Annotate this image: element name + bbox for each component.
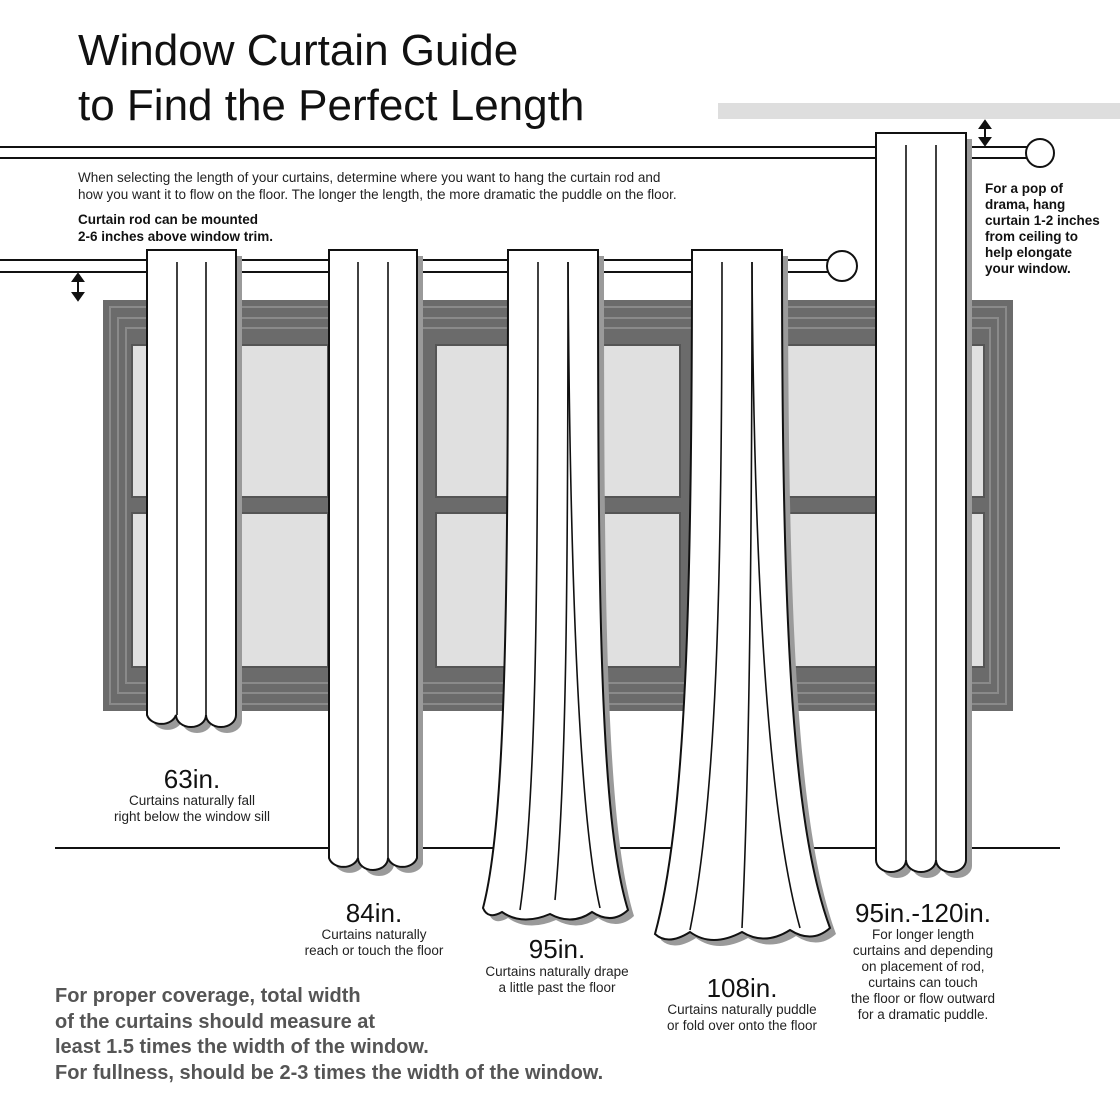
label-63in <box>114 764 270 824</box>
svg-text:for a dramatic puddle.: for a dramatic puddle. <box>857 1007 989 1022</box>
rod-note-line-2: 2-6 inches above window trim. <box>78 229 274 244</box>
svg-text:Curtains naturally: Curtains naturally <box>321 927 427 942</box>
svg-text:curtain 1-2 inches: curtain 1-2 inches <box>985 213 1100 228</box>
label-84in <box>305 898 444 958</box>
svg-text:right below the window sill: right below the window sill <box>113 809 271 824</box>
svg-text:108in.: 108in. <box>706 973 778 1003</box>
ceiling-note <box>985 181 1100 276</box>
accent-bar <box>718 103 1120 119</box>
svg-text:84in.: 84in. <box>345 898 403 928</box>
intro-line-1: When selecting the length of your curtains, determine where you want to hang the curtain rod and <box>78 170 661 185</box>
rod-note-line-1: Curtain rod can be mounted <box>78 212 259 227</box>
curtain-95-120in <box>876 133 972 878</box>
svg-text:For longer length: For longer length <box>871 927 975 942</box>
svg-text:of the curtains should measure: of the curtains should measure at <box>55 1011 376 1033</box>
svg-text:reach or touch the floor: reach or touch the floor <box>304 943 444 958</box>
svg-text:For a pop of: For a pop of <box>985 181 1063 196</box>
label-108in <box>667 973 818 1033</box>
svg-text:drama, hang: drama, hang <box>985 197 1066 212</box>
svg-text:curtains can touch: curtains can touch <box>868 975 978 990</box>
title-line-2: to Find the Perfect Length <box>78 81 585 130</box>
svg-text:the floor or flow outward: the floor or flow outward <box>850 991 996 1006</box>
curtain-84in <box>329 250 423 876</box>
label-95-120in <box>851 898 995 1022</box>
svg-text:from ceiling to: from ceiling to <box>985 229 1079 244</box>
ceiling-gap-arrow-icon <box>980 121 990 145</box>
svg-text:your window.: your window. <box>985 261 1071 276</box>
svg-text:63in.: 63in. <box>163 764 221 794</box>
svg-text:Curtains naturally fall: Curtains naturally fall <box>128 793 256 808</box>
curtain-63in <box>147 250 242 733</box>
svg-text:Curtains naturally puddle: Curtains naturally puddle <box>667 1002 817 1017</box>
svg-text:For proper coverage, total wid: For proper coverage, total width <box>55 985 361 1007</box>
svg-text:95in.: 95in. <box>528 934 586 964</box>
rod-gap-arrow-icon <box>73 274 83 300</box>
svg-text:least 1.5 times the width of t: least 1.5 times the width of the window. <box>55 1036 429 1058</box>
svg-text:help elongate: help elongate <box>985 245 1073 260</box>
svg-text:95in.-120in.: 95in.-120in. <box>855 898 991 928</box>
title-line-1: Window Curtain Guide <box>78 26 519 75</box>
svg-text:Curtains naturally drape: Curtains naturally drape <box>485 964 629 979</box>
svg-text:on placement of rod,: on placement of rod, <box>861 959 985 974</box>
svg-text:For fullness, should be 2-3 ti: For fullness, should be 2-3 times the width of the window. <box>55 1062 604 1084</box>
intro-line-2: how you want it to flow on the floor. The longer the length, the more dramatic the puddle on the floor. <box>78 187 677 202</box>
svg-text:a little past the floor: a little past the floor <box>498 980 616 995</box>
svg-text:or fold over onto the floor: or fold over onto the floor <box>666 1018 818 1033</box>
label-95in <box>485 934 628 995</box>
width-guidance-footer <box>55 985 603 1084</box>
svg-text:curtains and depending: curtains and depending <box>852 943 994 958</box>
